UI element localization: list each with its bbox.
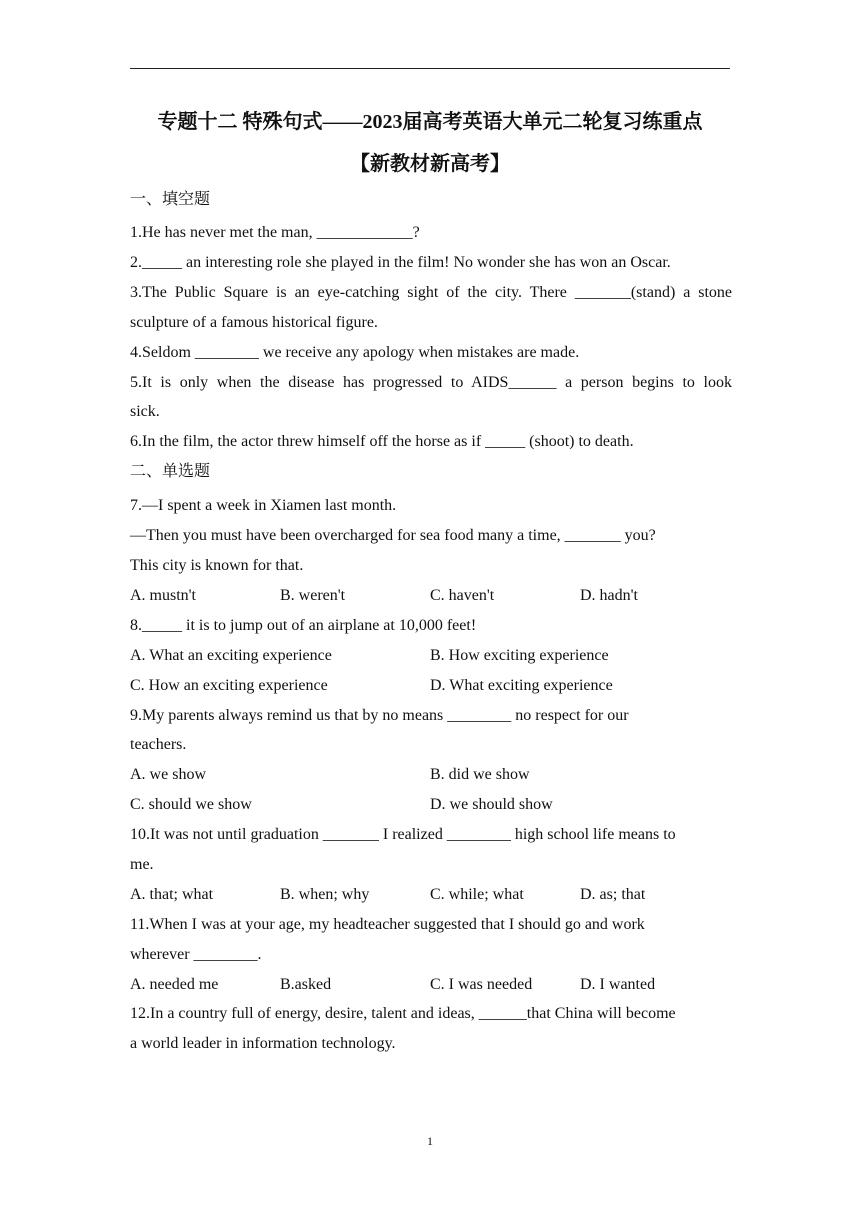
option-9c: C. should we show bbox=[130, 796, 252, 813]
question-5-line-2: sick. bbox=[130, 403, 160, 420]
question-12-line-2: a world leader in information technology. bbox=[130, 1035, 396, 1052]
option-9d: D. we should show bbox=[430, 796, 553, 813]
question-11-line-1: 11.When I was at your age, my headteacher suggested that I should go and work bbox=[130, 916, 645, 933]
question-3-line-2: sculpture of a famous historical figure. bbox=[130, 314, 378, 331]
option-7d: D. hadn't bbox=[580, 587, 638, 604]
header-rule bbox=[130, 68, 730, 69]
question-11-line-2: wherever ________. bbox=[130, 946, 262, 963]
option-11b: B.asked bbox=[280, 976, 332, 993]
question-8: 8._____ it is to jump out of an airplane at 10,000 feet! bbox=[130, 617, 477, 634]
document-title: 专题十二 特殊句式——2023届高考英语大单元二轮复习练重点 bbox=[157, 111, 703, 133]
section-heading-fill-blank: 一、填空题 bbox=[130, 191, 211, 208]
option-9a: A. we show bbox=[130, 766, 206, 783]
option-10d: D. as; that bbox=[580, 886, 646, 903]
question-7-line-1: 7.—I spent a week in Xiamen last month. bbox=[130, 497, 397, 514]
section-heading-single-choice: 二、单选题 bbox=[130, 463, 211, 480]
option-7b: B. weren't bbox=[280, 587, 346, 604]
option-7c: C. haven't bbox=[430, 587, 495, 604]
option-7a: A. mustn't bbox=[130, 587, 196, 604]
question-5-line-1: 5.It is only when the disease has progressed to AIDS______ a person begins to look bbox=[130, 374, 732, 391]
question-7-line-3: This city is known for that. bbox=[130, 557, 304, 574]
question-3-line-1: 3.The Public Square is an eye-catching sight of the city. There _______(stand) a stone bbox=[130, 284, 732, 301]
page-number: 1 bbox=[427, 1134, 433, 1148]
option-10a: A. that; what bbox=[130, 886, 214, 903]
option-11a: A. needed me bbox=[130, 976, 219, 993]
option-8b: B. How exciting experience bbox=[430, 647, 609, 664]
option-9b: B. did we show bbox=[430, 766, 530, 783]
option-11c: C. I was needed bbox=[430, 976, 533, 993]
document-subtitle: 【新教材新高考】 bbox=[350, 153, 510, 175]
question-9-line-2: teachers. bbox=[130, 736, 187, 753]
question-4: 4.Seldom ________ we receive any apology when mistakes are made. bbox=[130, 344, 580, 361]
option-10c: C. while; what bbox=[430, 886, 524, 903]
option-8d: D. What exciting experience bbox=[430, 677, 613, 694]
option-11d: D. I wanted bbox=[580, 976, 656, 993]
question-2: 2._____ an interesting role she played in the film! No wonder she has won an Oscar. bbox=[130, 254, 671, 271]
question-7-line-2: —Then you must have been overcharged for sea food many a time, _______ you? bbox=[130, 527, 656, 544]
question-10-line-2: me. bbox=[130, 856, 154, 873]
question-9-line-1: 9.My parents always remind us that by no means ________ no respect for our bbox=[130, 707, 629, 724]
question-10-line-1: 10.It was not until graduation _______ I realized ________ high school life means to bbox=[130, 826, 676, 843]
question-6: 6.In the film, the actor threw himself off the horse as if _____ (shoot) to death. bbox=[130, 433, 634, 450]
question-1: 1.He has never met the man, ____________? bbox=[130, 224, 420, 241]
option-8a: A. What an exciting experience bbox=[130, 647, 332, 664]
option-10b: B. when; why bbox=[280, 886, 370, 903]
question-12-line-1: 12.In a country full of energy, desire, talent and ideas, ______that China will become bbox=[130, 1005, 676, 1022]
option-8c: C. How an exciting experience bbox=[130, 677, 328, 694]
